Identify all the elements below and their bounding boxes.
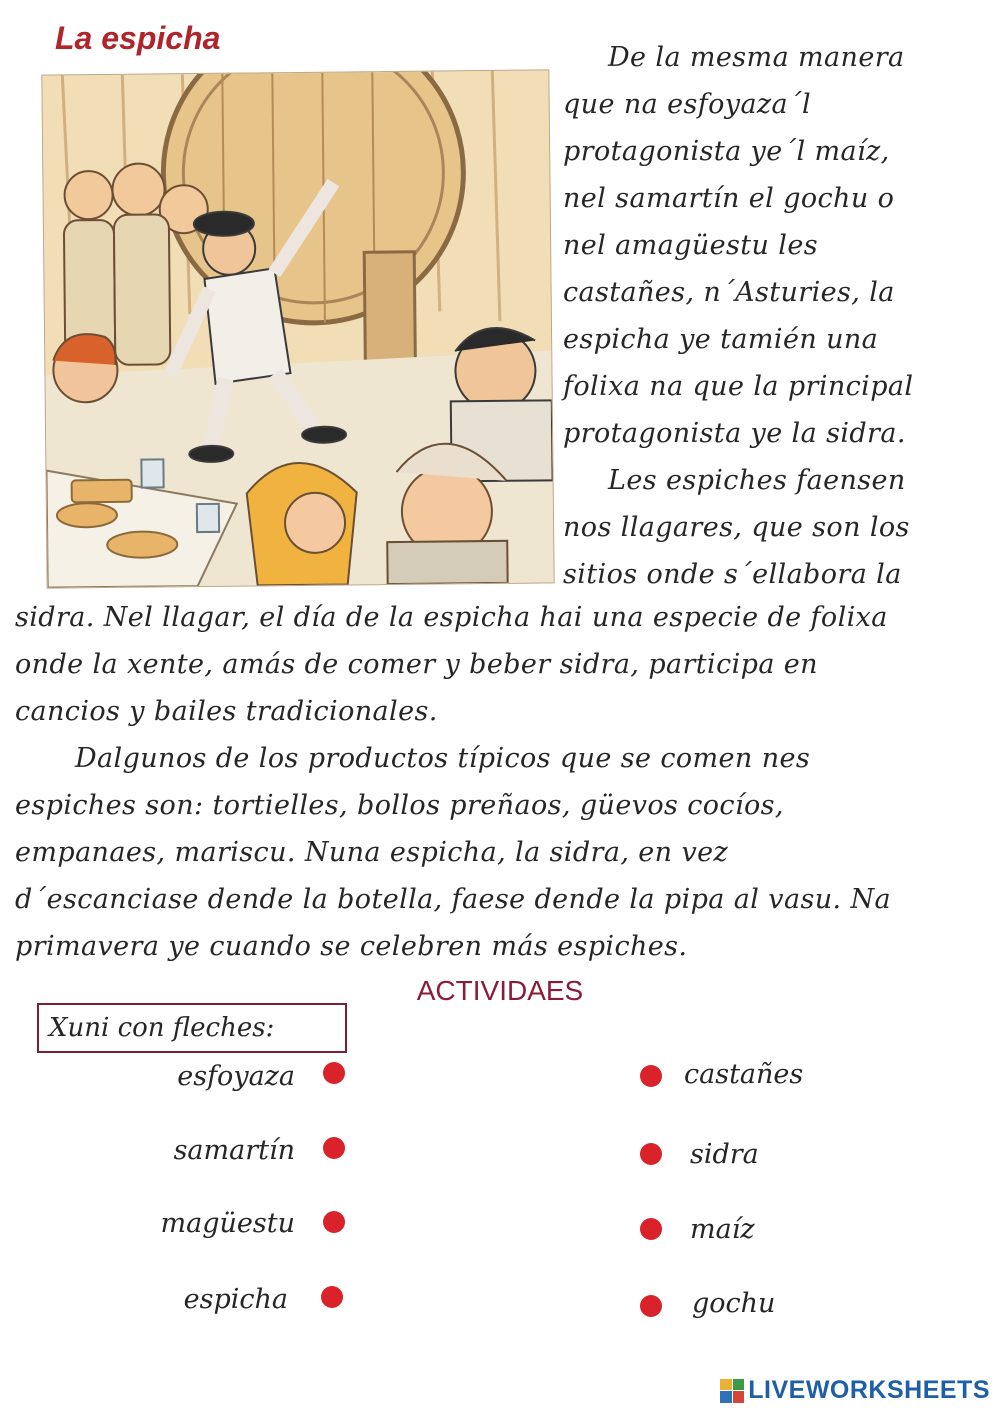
- text-line: espicha ye tamién una: [563, 324, 879, 355]
- match-left-dot-espicha[interactable]: [321, 1286, 343, 1308]
- text-line: primavera ye cuando se celebren más espiches.: [15, 931, 688, 962]
- match-left-word: espicha: [183, 1284, 288, 1315]
- match-left-dot-esfoyaza[interactable]: [323, 1062, 345, 1084]
- text-line: espiches son: tortielles, bollos preñaos, güevos cocíos,: [15, 790, 784, 821]
- match-left-word: magüestu: [160, 1208, 295, 1239]
- activities-heading: ACTIVIDAES: [416, 975, 584, 1006]
- match-right-word: gochu: [692, 1288, 776, 1319]
- text-line: protagonista ye´l maíz,: [563, 136, 890, 167]
- match-left-dot-samartin[interactable]: [323, 1137, 345, 1159]
- match-left-dot-maguestu[interactable]: [323, 1211, 345, 1233]
- text-line: nos llagares, que son los: [563, 512, 910, 543]
- match-right-dot-castanes[interactable]: [640, 1065, 662, 1087]
- text-line: cancios y bailes tradicionales.: [15, 696, 438, 727]
- text-line: sidra. Nel llagar, el día de la espicha hai una especie de folixa: [15, 602, 888, 633]
- match-right-word: maíz: [690, 1214, 755, 1245]
- text-line: Dalgunos de los productos típicos que se comen nes: [75, 743, 811, 774]
- text-line: sitios onde s´ellabora la: [563, 559, 902, 590]
- liveworksheets-logo-icon: [720, 1379, 744, 1403]
- match-right-dot-gochu[interactable]: [640, 1295, 662, 1317]
- text-line: onde la xente, amás de comer y beber sidra, participa en: [15, 649, 818, 680]
- match-right-word: sidra: [690, 1139, 759, 1170]
- match-right-word: castañes: [684, 1059, 804, 1090]
- footer-brand-text: LIVEWORKSHEETS: [748, 1376, 990, 1404]
- match-right-dot-maiz[interactable]: [640, 1218, 662, 1240]
- text-line: castañes, n´Asturies, la: [563, 277, 895, 308]
- match-right-dot-sidra[interactable]: [640, 1143, 662, 1165]
- text-line: empanaes, mariscu. Nuna espicha, la sidra, en vez: [15, 837, 729, 868]
- text-line: nel samartín el gochu o: [563, 183, 895, 214]
- text-line: nel amagüestu les: [563, 230, 818, 261]
- instruction-text: Xuni con fleches:: [49, 1013, 275, 1043]
- text-line: De la mesma manera: [608, 42, 905, 73]
- text-line: folixa na que la principal: [563, 371, 914, 402]
- page-title: La espicha: [55, 20, 221, 56]
- text-line: Les espiches faensen: [608, 465, 906, 496]
- instruction-box: [37, 1003, 347, 1053]
- text-line: protagonista ye la sidra.: [563, 418, 906, 449]
- match-left-word: esfoyaza: [177, 1061, 295, 1092]
- text-line: d´escanciase dende la botella, faese dende la pipa al vasu. Na: [15, 884, 891, 915]
- footer-brand: [720, 1376, 990, 1405]
- text-line: que na esfoyaza´l: [563, 89, 811, 120]
- match-left-word: samartín: [173, 1135, 295, 1166]
- espicha-illustration: [41, 69, 554, 588]
